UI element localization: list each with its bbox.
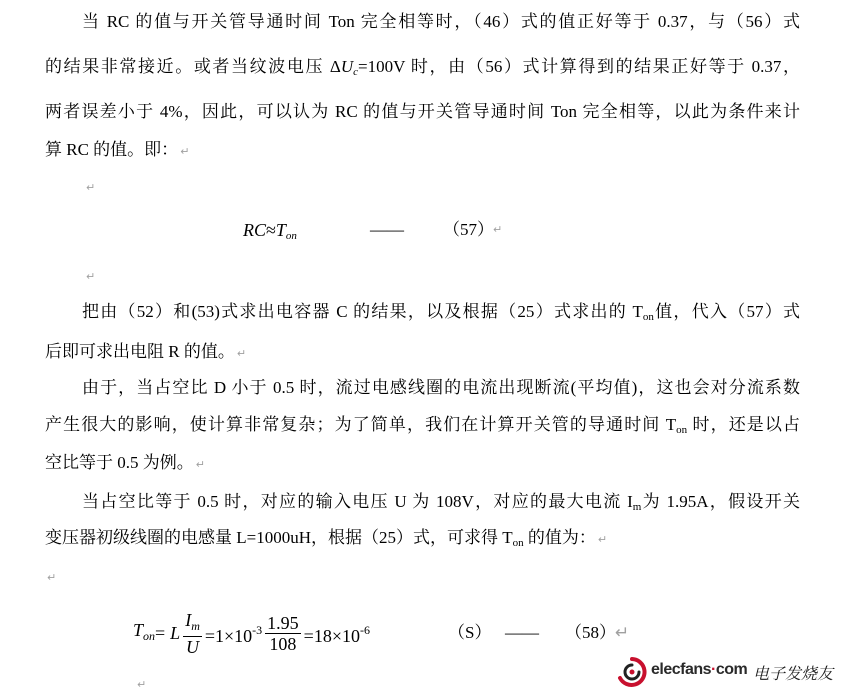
paragraph-2-line-2 <box>45 340 445 364</box>
text-run: 产生很大的影响，使计算非常复杂；为了简单，我们在计算开关管的导通时间 <box>45 415 666 434</box>
text-run: 空比等于 0.5 为例。 <box>45 453 194 472</box>
swirl-logo-icon <box>615 655 649 689</box>
paragraph-4-line-1 <box>82 490 800 514</box>
paragraph-2-line-1 <box>82 300 800 324</box>
ton-subscript: on <box>676 424 688 436</box>
text-run: 当占空比等于 0.5 时，对应的输入电压 U 为 108V，对应的最大电流 <box>82 492 628 511</box>
equation-58-expression <box>133 606 370 660</box>
text-run: 把由（52）和(53)式求出电容器 C 的结果，以及根据（25）式求出的 <box>82 302 633 321</box>
equals-sign: = <box>204 626 216 646</box>
eq57-lhs: RC <box>243 220 267 240</box>
paragraph-3-line-2 <box>45 413 800 437</box>
text-run: 当 RC 的值与开关管导通时间 Ton 完全相等时，（46）式的值正好等于 0.37，与（56）式 <box>82 12 800 31</box>
paragraph-4-line-2 <box>45 526 745 550</box>
eq58-dash: —— <box>505 623 539 642</box>
equation-58 <box>133 606 628 660</box>
watermark-chinese-name: 电子发烧友 <box>753 664 834 683</box>
text-run: 由于，当占空比 D 小于 0.5 时，流过电感线圈的电流出现断流(平均值)，这也会对分流系数 <box>82 378 800 397</box>
eq57-subscript: on <box>285 230 297 242</box>
paragraph-mark: ↵ <box>137 678 147 691</box>
paragraph-1-line-3 <box>45 100 800 124</box>
empty-paragraph <box>135 677 146 693</box>
eq58-variable: T <box>133 620 144 640</box>
fraction-denominator: U <box>186 636 200 657</box>
paragraph-mark: ↵ <box>86 181 96 194</box>
paragraph-1-line-2 <box>45 55 800 79</box>
coefficient: 1×10 <box>215 626 253 646</box>
paragraph-3-line-1 <box>82 376 800 400</box>
coefficient: 18×10 <box>313 626 360 646</box>
current-variable: I <box>185 609 192 630</box>
current-variable: I <box>627 492 633 511</box>
paragraph-mark: ↵ <box>47 571 57 584</box>
equals-sign: = <box>303 626 314 646</box>
brand-dot: · <box>711 661 716 678</box>
eq58-subscript: on <box>143 629 156 643</box>
text-run: 的值为： <box>523 528 596 547</box>
paragraph-mark: ↵ <box>180 145 190 158</box>
eq58-term-1 <box>205 618 262 648</box>
text-run: 值，代入（57）式 <box>653 302 800 321</box>
approx-symbol: ≈ <box>266 220 276 240</box>
text-run: =100V 时，由（56）式计算得到的结果正好等于 0.37， <box>358 57 800 76</box>
equation-57-expression <box>243 218 297 248</box>
ton-variable: T <box>665 415 677 434</box>
fraction-numerator: 1.95 <box>267 612 299 633</box>
ton-variable: T <box>632 302 643 321</box>
paragraph-1-line-4 <box>45 138 445 162</box>
inductance-variable: L <box>170 623 181 643</box>
text-run: 的结果非常接近。或者当纹波电压 <box>45 57 330 76</box>
empty-paragraph <box>45 570 56 586</box>
exponent: -3 <box>252 623 263 637</box>
fraction-denominator: 108 <box>269 633 297 654</box>
delta-symbol: Δ <box>329 57 341 76</box>
ton-subscript: on <box>512 537 524 549</box>
eq58-lhs <box>133 618 155 648</box>
voltage-variable: U <box>340 57 354 76</box>
paragraph-mark: ↵ <box>236 347 247 360</box>
brand-tld: com <box>715 661 748 678</box>
fraction-numerator <box>183 610 202 636</box>
fraction-current-over-voltage <box>183 610 202 657</box>
ton-subscript: on <box>642 311 654 323</box>
eq58-unit: （S） <box>448 623 492 642</box>
text-run: 为 1.95A，假设开关 <box>641 492 800 511</box>
text-run: 后即可求出电阻 R 的值。 <box>45 342 235 361</box>
paragraph-mark: ↵ <box>195 458 205 471</box>
paragraph-3-line-3 <box>45 451 445 475</box>
equation-57 <box>243 218 508 242</box>
ton-variable: T <box>502 528 513 547</box>
paragraph-mark: ↵ <box>597 533 608 546</box>
paragraph-mark: ↵ <box>615 623 630 643</box>
paragraph-1-line-1 <box>82 10 800 34</box>
equals-sign: = <box>155 623 166 643</box>
exponent: -6 <box>359 623 370 637</box>
current-subscript: m <box>191 618 200 633</box>
eq58-term-2 <box>304 618 370 648</box>
text-run: 算 RC 的值。即： <box>45 140 179 159</box>
brand-name: elecfans <box>651 661 712 678</box>
current-subscript: m <box>632 501 642 513</box>
empty-paragraph <box>84 269 95 285</box>
eq57-number: （57） <box>443 220 494 239</box>
text-run: 变压器初级线圈的电感量 L=1000uH，根据（25）式，可求得 <box>45 528 503 547</box>
text-run: 时，还是以占 <box>687 415 800 434</box>
watermark-brand <box>651 661 747 679</box>
voltage-subscript: c <box>353 66 359 78</box>
elecfans-watermark <box>615 652 843 692</box>
fraction-numeric <box>265 613 301 654</box>
empty-paragraph <box>84 180 95 196</box>
eq58-number: （58） <box>565 623 616 642</box>
text-run: 两者误差小于 4%，因此，可以认为 RC 的值与开关管导通时间 Ton 完全相等，以此为条件来计 <box>45 102 800 121</box>
paragraph-mark: ↵ <box>493 223 503 236</box>
eq57-dash: —— <box>370 220 404 239</box>
paragraph-mark: ↵ <box>86 270 96 283</box>
eq57-variable: T <box>275 220 286 240</box>
